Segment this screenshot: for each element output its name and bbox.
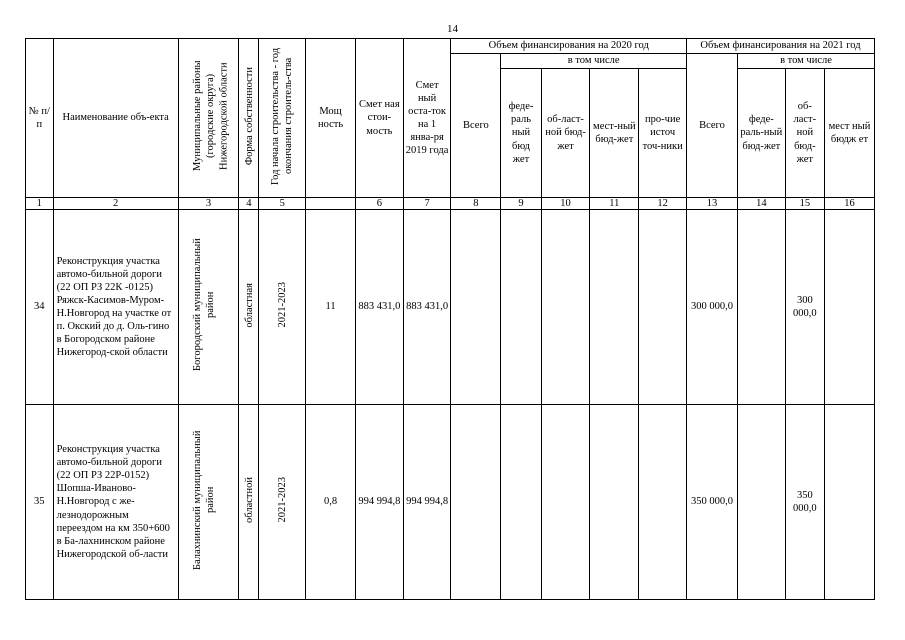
index-cell: 14 <box>737 198 785 210</box>
capacity-cell: 0,8 <box>306 405 356 600</box>
federal-2020-cell <box>501 405 541 600</box>
index-cell: 8 <box>451 198 501 210</box>
total-2020-cell <box>451 210 501 405</box>
col-header-name: Наименование объ-екта <box>53 39 178 198</box>
estimated-remainder-cell: 994 994,8 <box>403 405 451 600</box>
col-header-years-text: Год начала строительства - год окончания строитель-ства <box>270 47 295 185</box>
district-cell <box>178 210 238 405</box>
index-cell: 3 <box>178 198 238 210</box>
col-header-regional-2020: об-ласт-ной бюд-жет <box>541 69 590 198</box>
district-text: Богородский муниципальный район <box>191 238 216 372</box>
regional-2021-cell: 350 000,0 <box>785 405 824 600</box>
index-cell: 5 <box>259 198 306 210</box>
object-name: Реконструкция участка автомо-бильной дороги (22 ОП РЗ 22Р-0152) Шопша-Иваново-Н.Новгород с же-лезнодорожным переездом на км 350+600 в Ба-лахнинском районе Нижегородской об-ласти <box>53 405 178 600</box>
index-cell: 4 <box>239 198 259 210</box>
local-2020-cell <box>590 210 639 405</box>
local-2021-cell <box>824 210 874 405</box>
years-text: 2021-2023 <box>277 282 289 328</box>
index-cell: 2 <box>53 198 178 210</box>
col-header-local-2021: мест ный бюдж ет <box>824 69 874 198</box>
row-num: 34 <box>26 210 54 405</box>
district-cell <box>178 405 238 600</box>
index-cell: 1 <box>26 198 54 210</box>
index-cell <box>306 198 356 210</box>
years-text: 2021-2023 <box>277 477 289 523</box>
col-header-total-2021: Всего <box>687 54 738 198</box>
regional-2021-cell: 300 000,0 <box>785 210 824 405</box>
col-header-incl-2021: в том числе <box>737 54 874 69</box>
other-2020-cell <box>639 405 687 600</box>
index-cell: 12 <box>639 198 687 210</box>
ownership-text: областная <box>243 282 255 328</box>
table-row <box>26 210 875 405</box>
index-cell: 15 <box>785 198 824 210</box>
ownership-text: областной <box>243 476 255 523</box>
other-2020-cell <box>639 210 687 405</box>
col-header-incl-2020: в том числе <box>501 54 687 69</box>
total-2021-cell: 350 000,0 <box>687 405 738 600</box>
col-header-estimated-cost: Смет ная стои-мость <box>355 39 403 198</box>
page-number: 14 <box>447 23 458 35</box>
total-2021-cell: 300 000,0 <box>687 210 738 405</box>
col-header-local-2020: мест-ный бюд-жет <box>590 69 639 198</box>
col-header-num: № п/п <box>26 39 54 198</box>
index-cell: 16 <box>824 198 874 210</box>
column-index-row <box>26 198 875 210</box>
estimated-remainder-cell: 883 431,0 <box>403 210 451 405</box>
col-header-regional-2021: об-ласт-ной бюд-жет <box>785 69 824 198</box>
row-num: 35 <box>26 405 54 600</box>
index-cell: 11 <box>590 198 639 210</box>
district-text: Балахнинский муниципальный район <box>191 430 216 570</box>
federal-2021-cell <box>737 405 785 600</box>
total-2020-cell <box>451 405 501 600</box>
estimated-cost-cell: 883 431,0 <box>355 210 403 405</box>
regional-2020-cell <box>541 210 590 405</box>
federal-2020-cell <box>501 210 541 405</box>
ownership-cell <box>239 405 259 600</box>
col-header-ownership <box>239 39 259 198</box>
table-row <box>26 405 875 600</box>
capacity-cell: 11 <box>306 210 356 405</box>
ownership-cell <box>239 210 259 405</box>
object-name: Реконструкция участка автомо-бильной дороги (22 ОП РЗ 22К -0125) Ряжск-Касимов-Муром-Н.Новгород на участке от п. Окский до д. Оль-гино в Богородском районе Нижегород-ской области <box>53 210 178 405</box>
local-2021-cell <box>824 405 874 600</box>
index-cell: 13 <box>687 198 738 210</box>
col-header-federal-2020: феде-раль ный бюд жет <box>501 69 541 198</box>
estimated-cost-cell: 994 994,8 <box>355 405 403 600</box>
col-header-years <box>259 39 306 198</box>
col-header-districts <box>178 39 238 198</box>
col-header-funding-2021: Объем финансирования на 2021 год <box>687 39 875 54</box>
col-header-capacity: Мощ ность <box>306 39 356 198</box>
index-cell: 10 <box>541 198 590 210</box>
regional-2020-cell <box>541 405 590 600</box>
col-header-districts-text: Муниципальные районы (городские округа) Нижегородской области <box>191 60 229 172</box>
local-2020-cell <box>590 405 639 600</box>
index-cell: 7 <box>403 198 451 210</box>
col-header-total-2020: Всего <box>451 54 501 198</box>
investment-table <box>25 38 875 600</box>
col-header-funding-2020: Объем финансирования на 2020 год <box>451 39 687 54</box>
col-header-ownership-text: Форма собственности <box>243 66 255 166</box>
federal-2021-cell <box>737 210 785 405</box>
col-header-other-2020: про-чие источ точ-ники <box>639 69 687 198</box>
years-cell <box>259 405 306 600</box>
col-header-federal-2021: феде-раль-ный бюд-жет <box>737 69 785 198</box>
years-cell <box>259 210 306 405</box>
index-cell: 6 <box>355 198 403 210</box>
index-cell: 9 <box>501 198 541 210</box>
col-header-estimated-remainder: Смет ный оста-ток на 1 янва-ря 2019 года <box>403 39 451 198</box>
